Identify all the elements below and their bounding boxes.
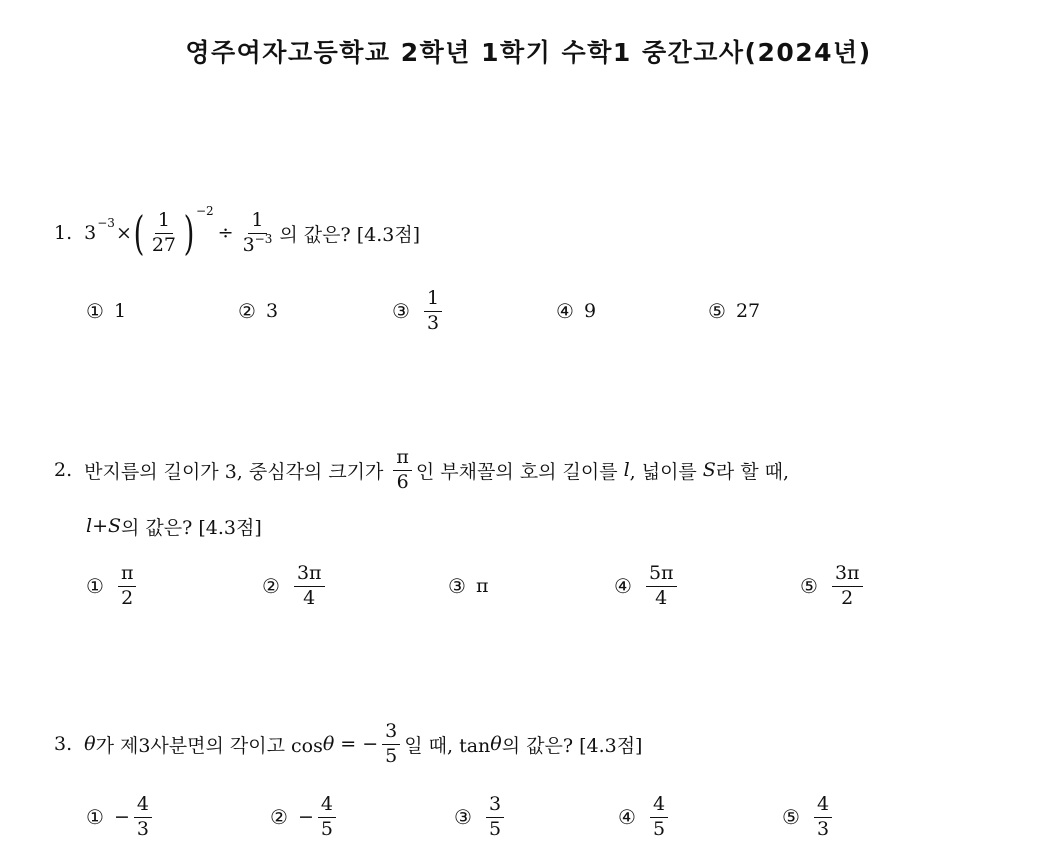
- choice-2[interactable]: [238, 296, 278, 326]
- fraction: [646, 561, 677, 609]
- choice-1[interactable]: [86, 791, 156, 843]
- question-number: 1.: [54, 222, 73, 244]
- choice-5[interactable]: [782, 791, 836, 843]
- choice-mark: ②: [270, 805, 288, 829]
- choice-value: 3: [265, 300, 279, 322]
- numerator: π: [393, 448, 412, 471]
- fraction: [134, 792, 152, 840]
- minus-sign: −: [113, 806, 130, 828]
- choice-4[interactable]: [556, 296, 596, 326]
- denominator: 4: [303, 586, 316, 609]
- question-text: , 넓이를: [629, 460, 697, 483]
- question-text: 반지름의 길이가 3, 중심각의 크기가: [84, 460, 384, 483]
- variable-l: l: [86, 515, 93, 537]
- choice-mark: ④: [556, 299, 574, 323]
- denominator: 2: [841, 586, 854, 609]
- fraction: [149, 208, 179, 256]
- choice-mark: ⑤: [782, 805, 800, 829]
- denominator: 5: [320, 817, 333, 840]
- denominator: 5: [652, 817, 666, 840]
- page-title: 영주여자고등학교 2학년 1학기 수학1 중간고사(2024년): [185, 38, 872, 67]
- numerator: 4: [814, 795, 832, 818]
- plus-sign: +: [92, 515, 108, 537]
- numerator: 3: [486, 795, 504, 818]
- numerator: π: [118, 564, 137, 587]
- choice-value: 1: [113, 300, 127, 322]
- times-sign: ×: [115, 222, 132, 244]
- power-base: 3: [84, 222, 97, 244]
- choice-value: 27: [735, 300, 761, 322]
- question-number: 2.: [54, 459, 73, 481]
- fraction: [318, 792, 336, 840]
- choice-mark: ③: [454, 805, 472, 829]
- choice-5[interactable]: [800, 560, 867, 612]
- fraction: [650, 792, 668, 840]
- numerator: 1: [424, 289, 442, 312]
- fraction: [832, 561, 863, 609]
- choice-mark: ④: [618, 805, 636, 829]
- choice-value: 9: [583, 300, 597, 322]
- fraction: [814, 792, 832, 840]
- power-base: 3: [242, 233, 255, 256]
- choice-3[interactable]: [448, 571, 488, 601]
- variable-theta: θ: [490, 733, 502, 755]
- denominator: 3: [816, 817, 830, 840]
- variable-l: l: [623, 459, 630, 481]
- fraction: [118, 561, 137, 609]
- question-text: 일 때, tan: [404, 734, 491, 757]
- question-tail: 의 값은? [4.3점]: [121, 516, 262, 539]
- fraction: [294, 561, 325, 609]
- question-tail: 의 값은? [4.3점]: [279, 223, 421, 246]
- denominator: 4: [655, 586, 668, 609]
- choice-mark: ③: [392, 299, 410, 323]
- exponent: −2: [195, 204, 214, 218]
- choice-2[interactable]: [262, 560, 329, 612]
- choice-mark: ①: [86, 574, 104, 598]
- numerator: 5π: [646, 564, 677, 587]
- question-text: 라 할 때,: [715, 460, 790, 483]
- variable-theta: θ: [84, 733, 96, 755]
- choice-mark: ⑤: [708, 299, 726, 323]
- denominator: [240, 231, 276, 256]
- fraction: [486, 792, 504, 840]
- choice-1[interactable]: [86, 560, 140, 612]
- choice-mark: ④: [614, 574, 632, 598]
- choice-mark: ③: [448, 574, 466, 598]
- choice-mark: ⑤: [800, 574, 818, 598]
- choice-4[interactable]: [618, 791, 672, 843]
- question-2: [54, 446, 789, 494]
- denominator: 5: [488, 817, 502, 840]
- choice-mark: ①: [86, 299, 104, 323]
- variable-s: S: [702, 459, 716, 481]
- numerator: 4: [318, 795, 336, 818]
- exponent: −3: [254, 231, 273, 246]
- choice-2[interactable]: [270, 791, 340, 843]
- choice-3[interactable]: [454, 791, 508, 843]
- choice-5[interactable]: [708, 296, 760, 326]
- numerator: 1: [248, 211, 266, 234]
- denominator: 5: [385, 744, 398, 767]
- divide-sign: ÷: [217, 222, 234, 244]
- fraction: [240, 208, 276, 256]
- numerator: 4: [650, 795, 668, 818]
- question-tail: 의 값은? [4.3점]: [501, 734, 643, 757]
- denominator: 27: [151, 233, 176, 256]
- numerator: 1: [155, 211, 173, 234]
- variable-s: S: [108, 515, 122, 537]
- question-3: [54, 719, 642, 769]
- question-1: [54, 203, 420, 263]
- minus-sign: −: [297, 806, 314, 828]
- choice-1[interactable]: [86, 296, 126, 326]
- choice-value: π: [475, 575, 489, 597]
- question-text: 가 제3사분면의 각이고 cos: [95, 734, 323, 757]
- question-2-line-2: [86, 512, 262, 540]
- numerator: 3: [382, 722, 400, 745]
- fraction: [382, 719, 400, 767]
- denominator: 2: [121, 586, 134, 609]
- variable-theta: θ: [322, 733, 335, 755]
- fraction: [424, 286, 442, 334]
- denominator: 3: [426, 311, 440, 334]
- choice-4[interactable]: [614, 560, 681, 612]
- right-paren: ): [183, 206, 195, 260]
- numerator: 3π: [294, 564, 325, 587]
- numerator: 4: [134, 795, 152, 818]
- choice-3[interactable]: [392, 285, 446, 337]
- choice-mark: ②: [238, 299, 256, 323]
- denominator: 6: [396, 470, 409, 493]
- choice-mark: ②: [262, 574, 280, 598]
- question-number: 3.: [54, 733, 73, 755]
- choice-mark: ①: [86, 805, 104, 829]
- fraction: [393, 445, 412, 493]
- numerator: 3π: [832, 564, 863, 587]
- left-paren: (: [133, 206, 145, 260]
- exponent: −3: [97, 216, 115, 230]
- equals-minus: = −: [340, 733, 379, 755]
- question-text: 인 부채꼴의 호의 길이를: [415, 460, 618, 483]
- denominator: 3: [136, 817, 149, 840]
